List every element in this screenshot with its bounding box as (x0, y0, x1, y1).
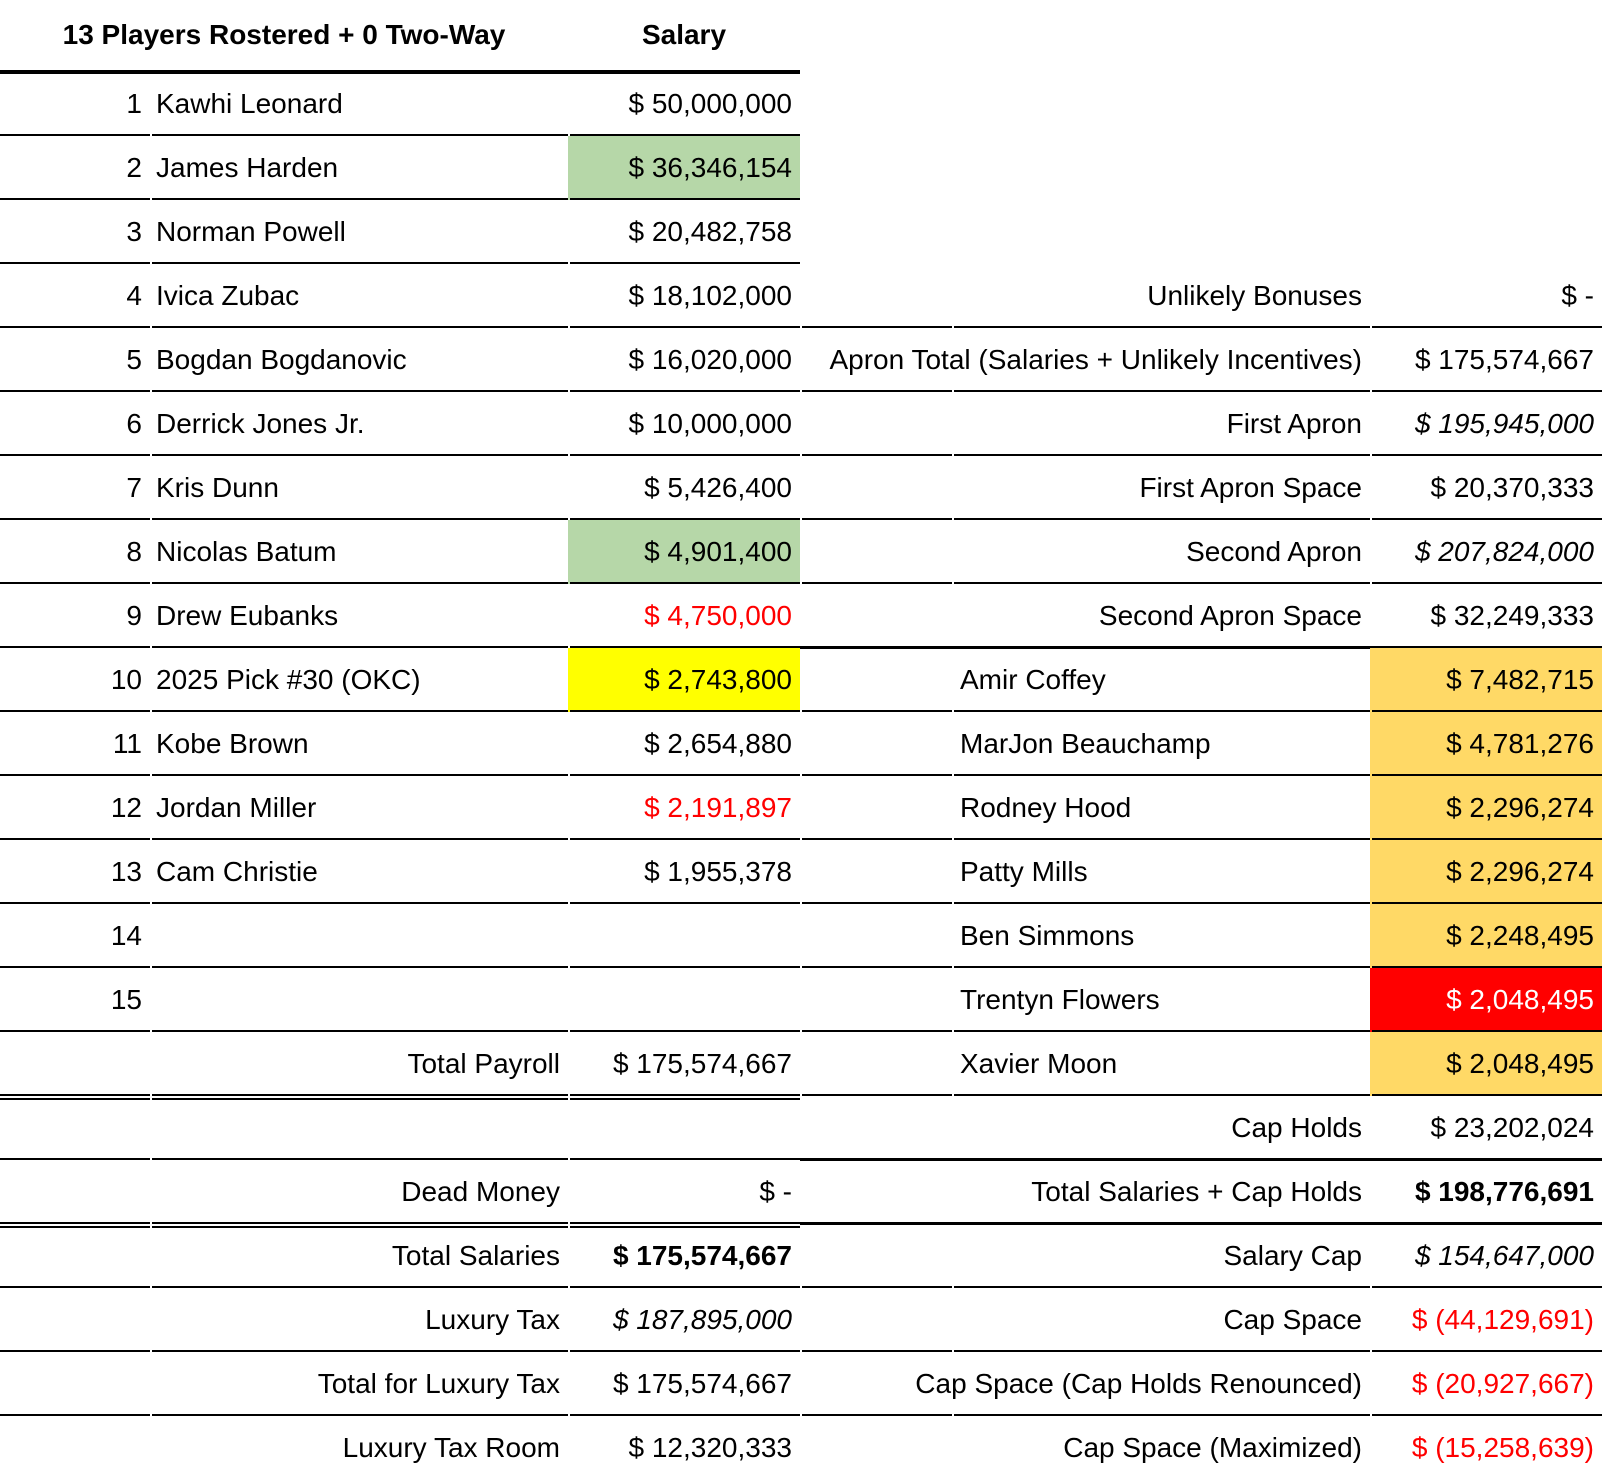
player-salary[interactable]: $ 10,000,000 (628, 408, 792, 439)
player-number[interactable]: 15 (110, 984, 142, 1015)
right-summary-value[interactable]: $ 198,776,691 (1414, 1176, 1594, 1207)
player-number[interactable]: 5 (126, 344, 142, 375)
cap-hold-value[interactable]: $ 2,296,274 (1370, 840, 1602, 904)
player-name[interactable]: James Harden (156, 152, 339, 183)
roster-header[interactable]: 13 Players Rostered + 0 Two-Way (62, 19, 506, 50)
right-summary-value[interactable]: $ 154,647,000 (1414, 1240, 1594, 1271)
player-number[interactable]: 7 (126, 472, 142, 503)
cap-hold-value[interactable]: $ 2,296,274 (1370, 776, 1602, 840)
left-summary-label[interactable]: Luxury Tax Room (342, 1432, 560, 1463)
player-number[interactable]: 12 (110, 792, 142, 823)
apron-value[interactable]: $ 195,945,000 (1414, 408, 1594, 439)
player-name[interactable]: Ivica Zubac (156, 280, 300, 311)
cap-hold-name[interactable]: Rodney Hood (960, 792, 1132, 823)
player-name[interactable]: Bogdan Bogdanovic (156, 344, 407, 375)
apron-label[interactable]: Unlikely Bonuses (1147, 280, 1362, 311)
player-salary[interactable]: $ 20,482,758 (628, 216, 792, 247)
right-summary-value[interactable]: $ (44,129,691) (1411, 1304, 1594, 1335)
row-divider (802, 774, 952, 776)
row-divider (152, 1158, 568, 1160)
double-underline (0, 1226, 150, 1228)
player-name[interactable]: Norman Powell (156, 216, 346, 247)
double-underline (152, 1098, 568, 1100)
player-salary[interactable] (568, 968, 800, 1032)
right-summary-label[interactable]: Cap Holds (1231, 1112, 1362, 1143)
player-number[interactable]: 2 (126, 152, 142, 183)
left-summary-value[interactable]: $ 187,895,000 (612, 1304, 792, 1335)
cap-hold-name[interactable]: Patty Mills (960, 856, 1088, 887)
player-number[interactable]: 1 (126, 88, 142, 119)
total-holds-border (800, 1222, 1602, 1225)
right-summary-label[interactable]: Cap Space (Maximized) (1063, 1432, 1362, 1463)
player-salary[interactable]: $ 4,901,400 (568, 520, 800, 584)
apron-value[interactable]: $ 175,574,667 (1414, 344, 1594, 375)
player-salary[interactable]: $ 2,191,897 (644, 792, 792, 823)
left-summary-value[interactable]: $ 175,574,667 (612, 1048, 792, 1079)
double-underline (570, 1226, 800, 1228)
cap-hold-name[interactable]: Xavier Moon (960, 1048, 1118, 1079)
double-underline (570, 1098, 800, 1100)
player-number[interactable]: 3 (126, 216, 142, 247)
player-number[interactable]: 14 (110, 920, 142, 951)
cap-hold-value[interactable]: $ 2,048,495 (1370, 968, 1602, 1032)
player-number[interactable]: 11 (112, 728, 142, 759)
apron-label[interactable]: Second Apron (1186, 536, 1362, 567)
player-number[interactable]: 9 (126, 600, 142, 631)
right-summary-label[interactable]: Total Salaries + Cap Holds (1031, 1176, 1362, 1207)
apron-value[interactable]: $ 20,370,333 (1430, 472, 1594, 503)
right-summary-label[interactable]: Salary Cap (1223, 1240, 1362, 1271)
cap-hold-value[interactable]: $ 7,482,715 (1370, 648, 1602, 712)
row-divider (0, 1158, 150, 1160)
player-salary[interactable]: $ 18,102,000 (628, 280, 792, 311)
cap-hold-name[interactable]: MarJon Beauchamp (960, 728, 1211, 759)
cap-hold-value[interactable]: $ 2,048,495 (1370, 1032, 1602, 1096)
apron-label[interactable]: Apron Total (Salaries + Unlikely Incentives) (829, 344, 1362, 375)
player-salary[interactable]: $ 50,000,000 (628, 88, 792, 119)
player-salary[interactable]: $ 36,346,154 (568, 136, 800, 200)
apron-value[interactable]: $ 32,249,333 (1430, 600, 1594, 631)
player-number[interactable]: 6 (126, 408, 142, 439)
cap-hold-name[interactable]: Ben Simmons (960, 920, 1135, 951)
row-divider (0, 1094, 150, 1096)
player-name[interactable] (150, 904, 568, 968)
double-underline (152, 1226, 568, 1228)
row-divider (152, 1094, 568, 1096)
row-divider (802, 966, 952, 968)
player-name[interactable]: 2025 Pick #30 (OKC) (156, 664, 421, 695)
apron-value[interactable]: $ - (1561, 280, 1594, 311)
apron-label[interactable]: First Apron (1226, 408, 1362, 439)
left-summary-label[interactable]: Total for Luxury Tax (317, 1368, 560, 1399)
cap-hold-name[interactable]: Trentyn Flowers (960, 984, 1160, 1015)
salary-header[interactable]: Salary (641, 19, 727, 50)
left-summary-label[interactable]: Total Payroll (407, 1048, 560, 1079)
player-name[interactable]: Nicolas Batum (156, 536, 337, 567)
right-summary-label[interactable]: Cap Space (Cap Holds Renounced) (915, 1368, 1362, 1399)
player-salary[interactable] (568, 904, 800, 968)
player-salary[interactable]: $ 2,654,880 (644, 728, 792, 759)
left-summary-value[interactable]: $ 175,574,667 (612, 1240, 792, 1271)
player-number[interactable]: 8 (126, 536, 142, 567)
player-name[interactable]: Jordan Miller (156, 792, 317, 823)
cap-hold-name[interactable]: Amir Coffey (960, 664, 1106, 695)
player-name[interactable]: Drew Eubanks (156, 600, 339, 631)
left-summary-label[interactable]: Dead Money (401, 1176, 560, 1207)
row-divider (802, 902, 952, 904)
player-name[interactable] (150, 968, 568, 1032)
player-salary[interactable]: $ 5,426,400 (644, 472, 792, 503)
player-number[interactable]: 10 (110, 664, 142, 695)
player-salary[interactable]: $ 2,743,800 (568, 648, 800, 712)
left-summary-label[interactable]: Total Salaries (391, 1240, 560, 1271)
right-summary-value[interactable]: $ (15,258,639) (1411, 1432, 1594, 1463)
player-number[interactable]: 4 (126, 280, 142, 311)
player-number[interactable]: 13 (110, 856, 142, 887)
apron-label[interactable]: Second Apron Space (1098, 600, 1362, 631)
right-summary-label[interactable]: Cap Space (1223, 1304, 1362, 1335)
player-name[interactable]: Cam Christie (156, 856, 318, 887)
left-summary-label[interactable]: Luxury Tax (425, 1304, 560, 1335)
double-underline (0, 1098, 150, 1100)
player-salary[interactable]: $ 1,955,378 (644, 856, 792, 887)
left-summary-value[interactable]: $ 12,320,333 (628, 1432, 792, 1463)
row-divider (570, 1158, 800, 1160)
cap-holds-border (800, 1158, 1602, 1161)
player-salary[interactable]: $ 4,750,000 (644, 600, 792, 631)
right-summary-value[interactable]: $ (20,927,667) (1411, 1368, 1594, 1399)
left-summary-value[interactable]: $ - (759, 1176, 792, 1207)
row-divider (802, 710, 952, 712)
apron-label[interactable]: First Apron Space (1139, 472, 1362, 503)
row-divider (570, 1094, 800, 1096)
player-name[interactable]: Kris Dunn (156, 472, 279, 503)
left-summary-value[interactable]: $ 175,574,667 (612, 1368, 792, 1399)
apron-value[interactable]: $ 207,824,000 (1414, 536, 1594, 567)
player-name[interactable]: Kobe Brown (156, 728, 309, 759)
row-divider (802, 838, 952, 840)
player-name[interactable]: Kawhi Leonard (156, 88, 343, 119)
right-summary-value[interactable]: $ 23,202,024 (1430, 1112, 1594, 1143)
row-divider (802, 1030, 952, 1032)
cap-hold-value[interactable]: $ 4,781,276 (1370, 712, 1602, 776)
player-salary[interactable]: $ 16,020,000 (628, 344, 792, 375)
player-name[interactable]: Derrick Jones Jr. (156, 408, 365, 439)
cap-hold-value[interactable]: $ 2,248,495 (1370, 904, 1602, 968)
